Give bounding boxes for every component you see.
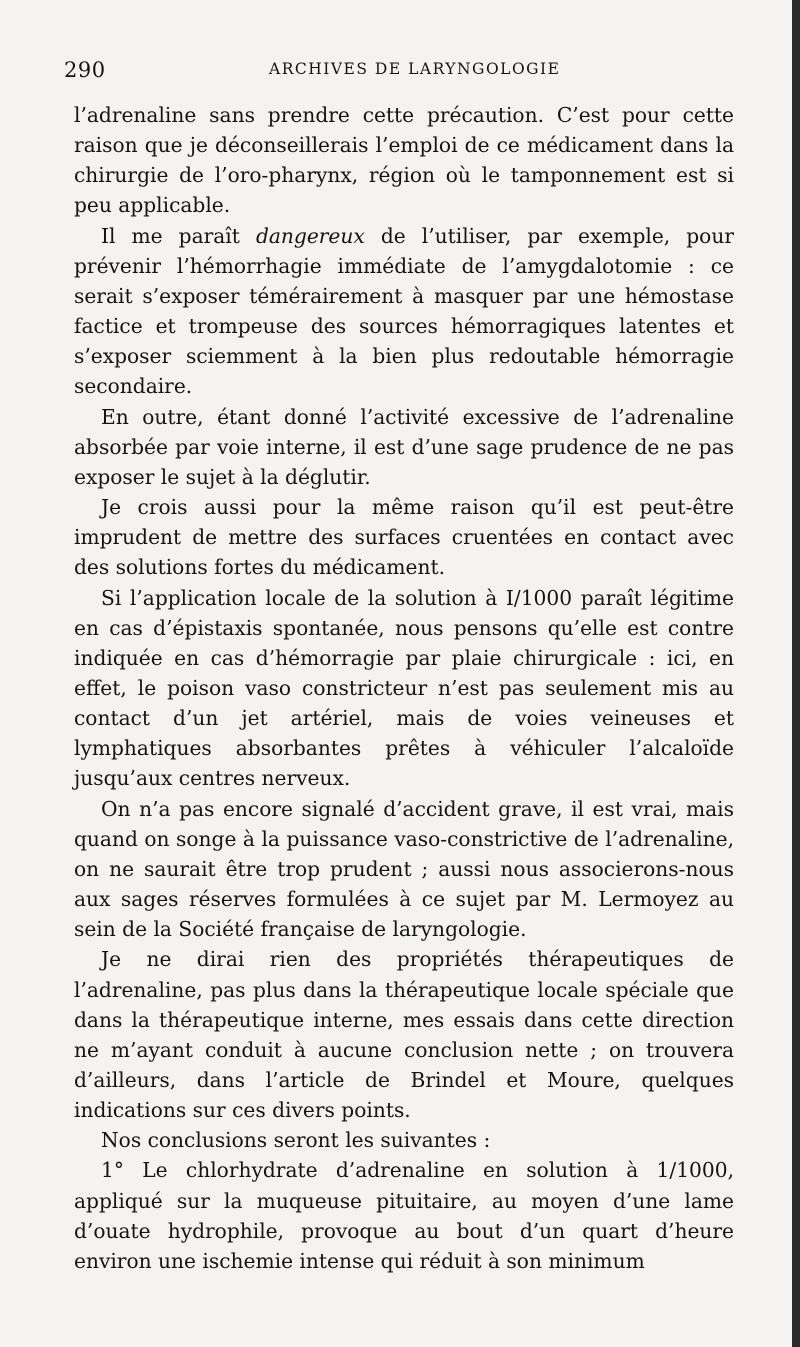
paragraph-text: de l’utiliser, par exemple, pour prévenir l’hémorrhagie immédiate de l’amygdalotomie : ce serait s’exposer témérairement à masquer par une hémostase factice et trompeuse des sources hémorragiques latentes et s’exposer sciemment à la bien plus redoutable hémorragie secondaire.	[74, 223, 734, 399]
paragraph: Si l’application locale de la solution à I/1000 paraît légitime en cas d’épistaxis spontanée, nous pensons qu’elle est contre indiquée en cas d’hémorragie par plaie chirurgicale : ici, en effet, le poison vaso constricteur n’est pas seulement mis au contact d’un jet artériel, mais de voies veineuses et lymphatiques absorbantes prêtes à véhiculer l’alcaloïde jusqu’aux centres nerveux.	[74, 585, 734, 791]
paragraph: l’adrenaline sans prendre cette précaution. C’est pour cette raison que je déconseillerais l’emploi de ce médicament dans la chirurgie de l’oro-pharynx, région où le tamponnement est si peu applicable.	[74, 103, 734, 218]
paragraph: En outre, étant donné l’activité excessive de l’adrenaline absorbée par voie interne, il est d’une sage prudence de ne pas exposer le sujet à la déglutir.	[74, 404, 734, 489]
paragraph-text: Il me paraît	[101, 223, 256, 248]
page-edge-shadow	[792, 0, 800, 1347]
paragraph: Je crois aussi pour la même raison qu’il est peut-être imprudent de mettre des surfaces cruentées en contact avec des solutions fortes du médicament.	[74, 495, 734, 580]
page-header	[64, 58, 742, 88]
emphasis-text: dangereux	[255, 223, 365, 248]
paragraph: Nos conclusions seront les suivantes :	[101, 1128, 491, 1153]
running-head: ARCHIVES DE LARYNGOLOGIE	[269, 60, 561, 78]
paragraph	[74, 221, 734, 402]
paragraph: 1° Le chlorhydrate d’adrenaline en solution à 1/1000, appliqué sur la muqueuse pituitaire, au moyen d’une lame d’ouate hydrophile, provoque au bout d’un quart d’heure environ une ischemie intense qui réduit à son minimum	[74, 1158, 734, 1273]
page-number: 290	[64, 58, 106, 82]
paragraph: Je ne dirai rien des propriétés thérapeutiques de l’adrenaline, pas plus dans la thérapeutique locale spéciale que dans la thérapeutique interne, mes essais dans cette direction ne m’ayant conduit à aucune conclusion nette ; on trouvera d’ailleurs, dans l’article de Brindel et Moure, quelques indications sur ces divers points.	[74, 947, 734, 1123]
body-text	[74, 100, 734, 1276]
paragraph: On n’a pas encore signalé d’accident grave, il est vrai, mais quand on songe à la puissance vaso-constrictive de l’adrenaline, on ne saurait être trop prudent ; aussi nous associerons-nous aux sages réserves formulées à ce sujet par M. Lermoyez au sein de la Société française de laryngologie.	[74, 796, 734, 942]
